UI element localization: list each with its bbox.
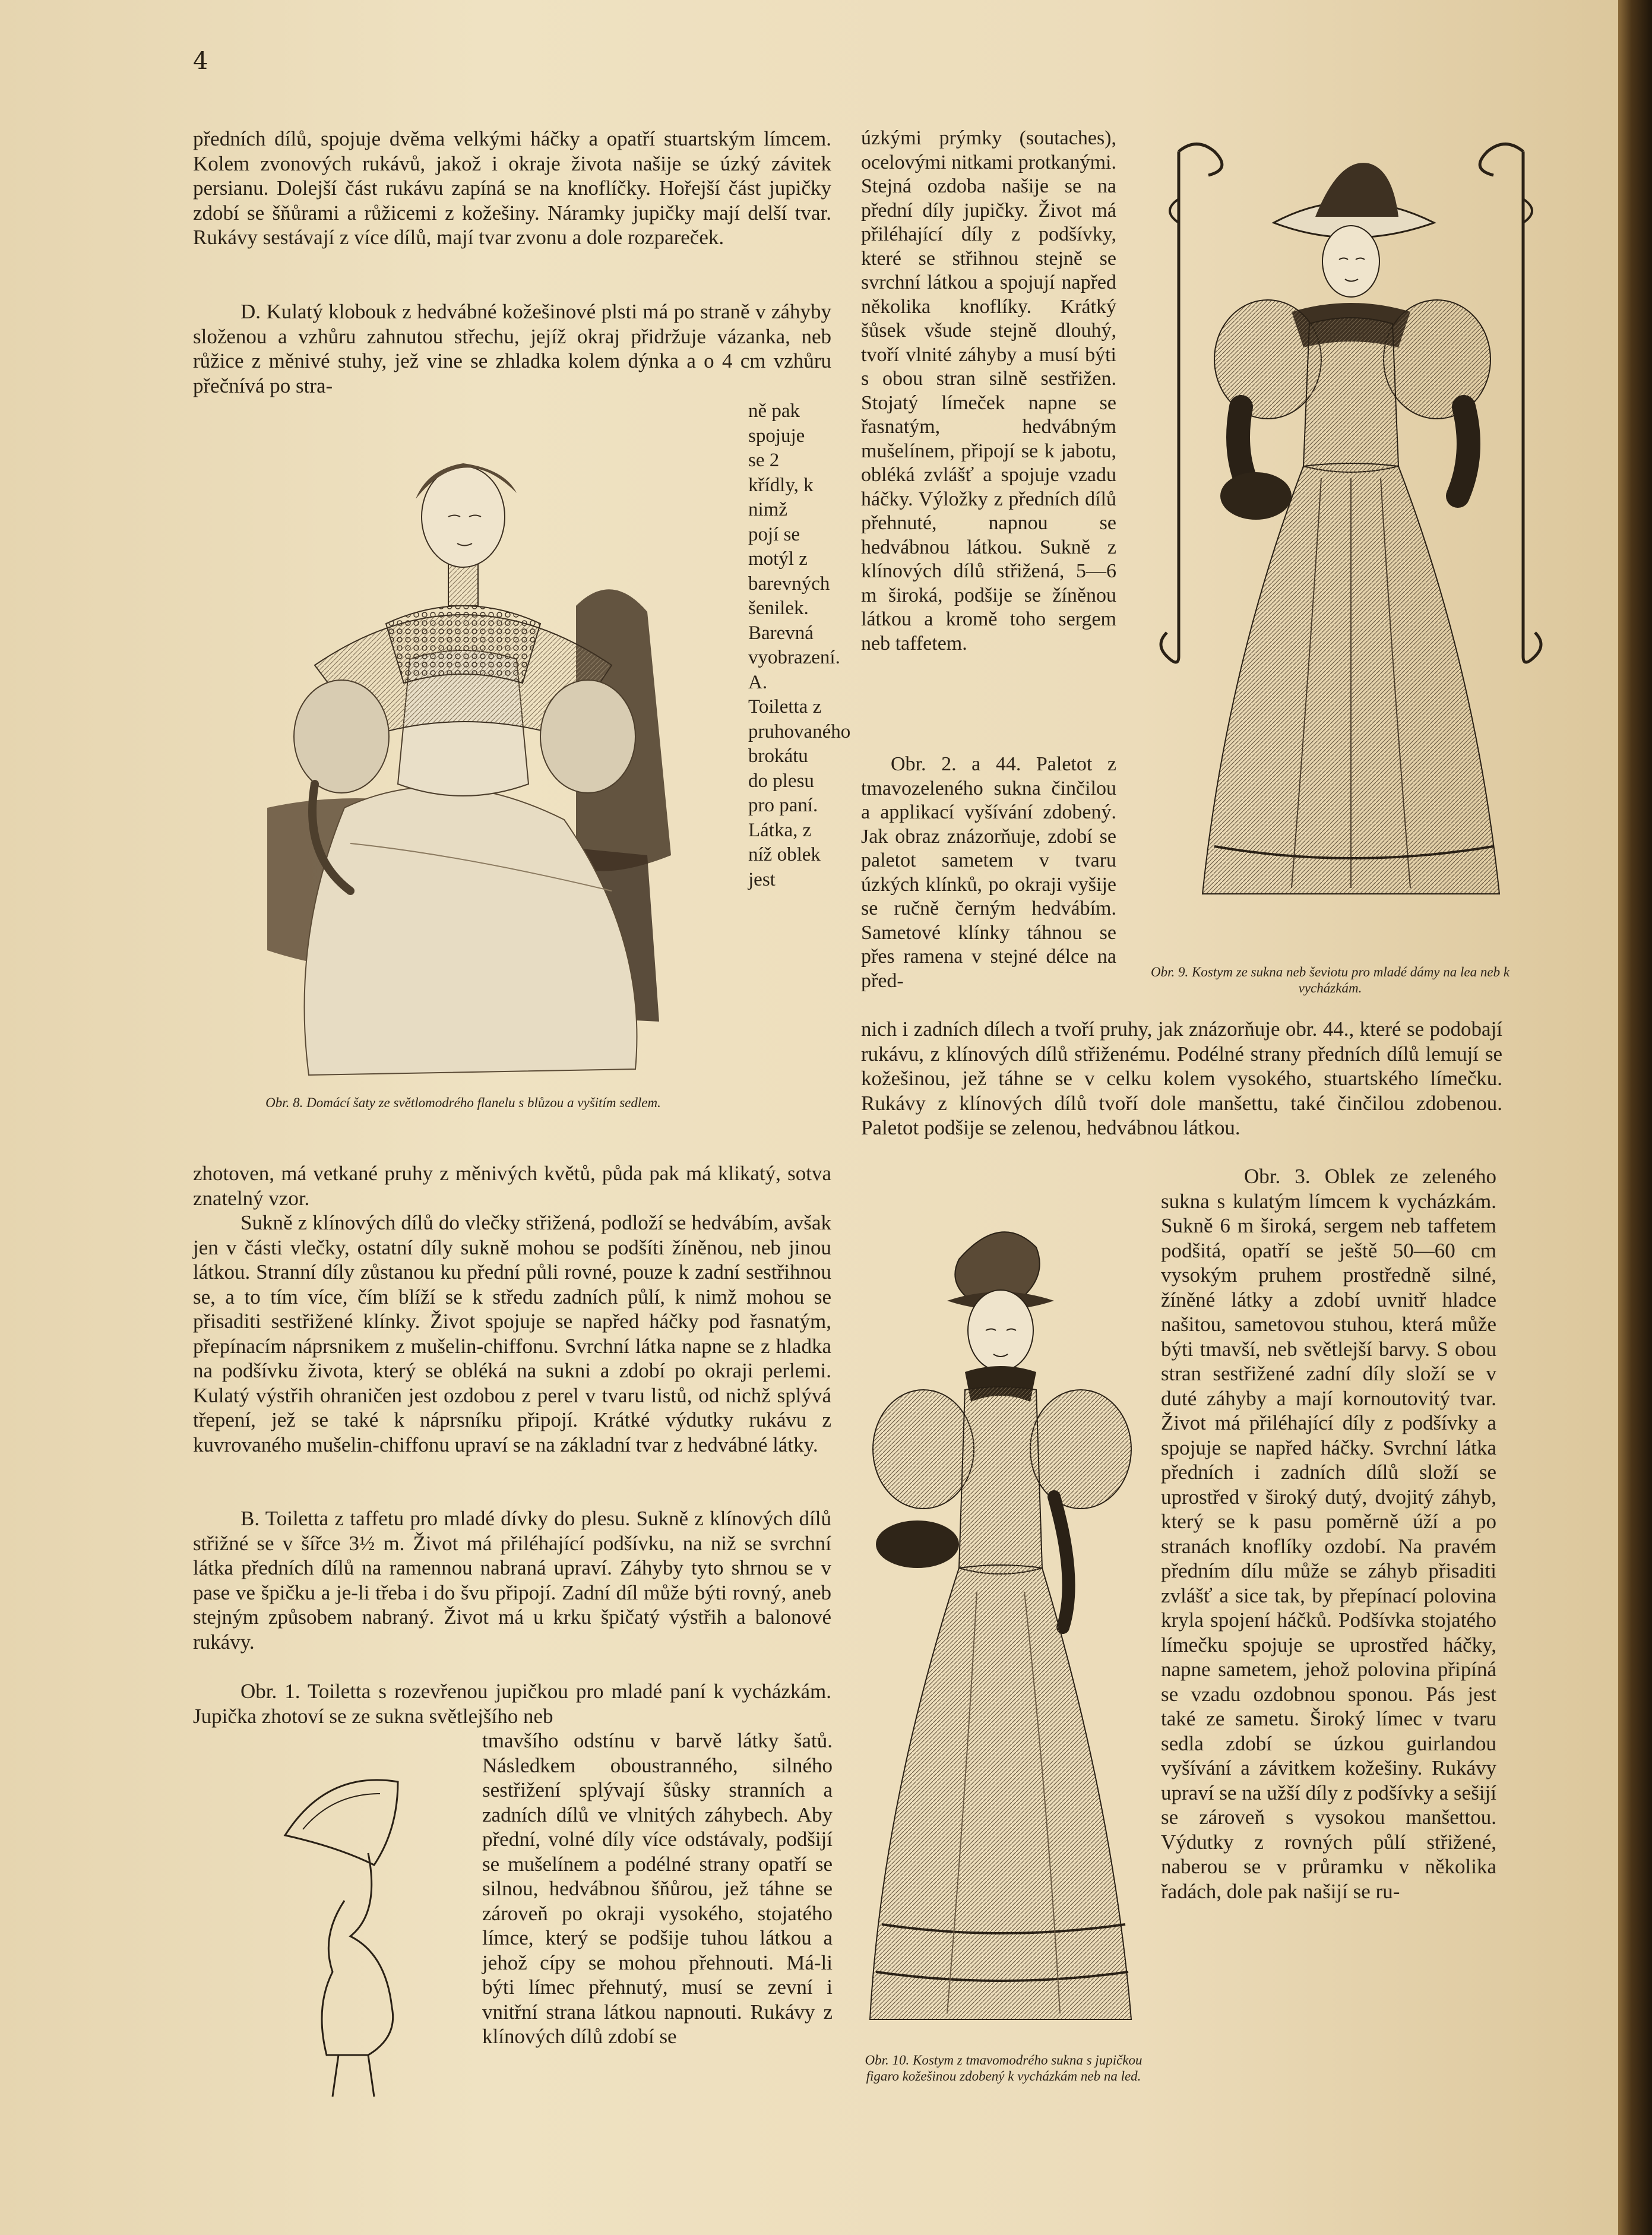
paragraph-toiletta-b: B. Toiletta z taffetu pro mladé dívky do plesu. Sukně z klínových dílů střižné se v šířce 3½ m. Život má přiléhající podšívku, na niž se svrchní látka předních dílů na ramennou nabraná upraví. Záhyby tyto shrnou se v pase ve špičku a je-li třeba i do švu připojí. Zadní díl může býti rovný, aneb stejným způsobem nabraný. Život má u krku špičatý výstřih a balonové rukávy. bbox=[193, 1507, 831, 1654]
paragraph-soutaches: úzkými prýmky (soutaches), ocelovými nitkami protkanými. Stejná ozdoba našije se na přední díly jupičky. Život má přiléhající díly z podšívky, které se střihnou stejně se svrchní látkou a spojují napřed několika knoflíky. Krátký šůsek všude stejně dlouhý, tvoří vlnité záhyby a musí býti s obou stran silně sestřižen. Stojatý límeček napne se řasnatým, hedvábným mušelínem, připojí se k jabotu, obléká zvlášť a spojuje vzadu háčky. Výložky z předních dílů přehnuté, napnou se hedvábnou látkou. Sukně z klínových dílů střižená, 5—6 m široká, podšije se žíněnou látkou a kromě toho sergem neb taffetem. bbox=[861, 127, 1116, 655]
paragraph-vzor: zhotoven, má vetkané pruhy z měnivých květů, půda pak má klikatý, sotva znatelný vzor. bbox=[193, 1162, 831, 1210]
paragraph-narrow-wrap: ně pak spojuje se 2 křídly, k nimž pojí se motýl z barevných šenilek. Barevná vyobrazení. A. Toiletta z pruhovaného brokátu do plesu pro paní. Látka, z níž oblek jest bbox=[748, 400, 851, 890]
seated-woman-drawing bbox=[196, 428, 739, 1087]
paragraph-obr-2: Obr. 2. a 44. Paletot z tmavozeleného sukna činčilou a applikací vyšívání zdobený. Jak obraz znázorňuje, zdobí se paletot sametem v tvaru úzkých klínků, po okraji vyšije se ručně černým hedvábím. Sametové klínky táhnou se přes ramena v stejné délce na před- bbox=[861, 753, 1116, 992]
caption-figure-8: Obr. 8. Domácí šaty ze světlomodrého flanelu s blůzou a vyšitím sedlem. bbox=[265, 1095, 661, 1110]
paragraph-obr-3: Obr. 3. Oblek ze zeleného sukna s kulatým límcem k vycházkám. Sukně 6 m široká, sergem neb taffetem podšitá, opatří se ještě 50—60 cm vysokým pruhem prostředně silné, žíněné látky a zdobí uvnitř hladce našitou, sametovou stuhou, která může býti tmavší, neb světlejší barvy. S obou stran sestřižené zadní díly složí se v duté záhyby a mají kornoutovitý tvar. Život má přiléhající díly z podšívky a spojuje se napřed háčky. Svrchní látka předních i zadních dílů složí se uprostřed v široký dutý, dvojitý záhyb, který se k pasu poměrně úží a po stranách knoflíky ozdobí. Na pravém předním dílu může se záhyb přisaditi zvlášť a sice tak, by přepínací polovina kryla spojení háčků. Podšívka stojatého límečku spojuje se uprostřed háčky, napne sametem, jehož polovina připíná se vzadu ozdobnou sponou. Pás jest také ze sametu. Široký límec v tvaru sedla zdobí se úzkou guirlandou vyšívání a závitkem kožešiny. Rukávy upraví se na užší díly z podšívky a sešijí se zároveň s vysokou manšettou. Výdutky z rovných půlí střižené, naberou se v průramku v několika řadách, dole pak našijí se ru- bbox=[1161, 1165, 1496, 1903]
book-binding-edge bbox=[1618, 0, 1652, 2235]
paragraph-paletot: nich i zadních dílech a tvoří pruhy, jak znázorňuje obr. 44., které se podobají rukávu, z klínových dílů střiženému. Podélné strany předních dílů lemují se kožešinou, jež táhne se v celku kolem vysokého, stuartského límečku. Rukávy z klínových dílů tvoří dole manšettu, také činčilou zdobenou. Paletot podšije se zelenou, hedvábnou látkou. bbox=[861, 1017, 1502, 1139]
figure-9-illustration bbox=[1143, 134, 1565, 959]
page-number: 4 bbox=[193, 48, 208, 75]
umbrella-girl-drawing bbox=[279, 1758, 422, 2103]
paragraph-obr-1: Obr. 1. Toiletta s rozevřenou jupičkou pro mladé paní k vycházkám. Jupička zhotoví se ze sukna světlejšího neb bbox=[193, 1680, 831, 1728]
paragraph-klobouk-d: D. Kulatý klobouk z hedvábné kožešinové plsti má po straně v záhyby složenou a vzhůru zahnutou střechu, jejíž okraj přidržuje vázanka, neb růžice z měnivé stuhy, jež vine se zhladka kolem dýnka a o 4 cm vzhůru přečnívá po stra- bbox=[193, 300, 831, 397]
paragraph-sukne-a: Sukně z klínových dílů do vlečky střižená, podloží se hedvábím, avšak jen v části vlečky, ostatní díly sukně mohou se podšíti žíněnou, neb jinou látkou. Stranní díly zůstanou ku přední půli rovné, pouze k zadní sestřihnou se, a to tím více, čím blíží se k středu zadních půlí, k nimž mohou se přisaditi sestřižené klínky. Život spojuje se napřed háčky pod řasnatým, přepínacím náprsnikem z mušelin-chiffonu. Svrchní látka napne se z hladka na podšívku života, který se obléká na sukni a zdobí po okraji perlemi. Kulatý výstřih ohraničen jest ozdobou z perel v tvaru listů, od nichž splývá třepení, jež se také k náprsníku připojí. Krátké výdutky rukávu z kuvrovaného mušelin-chiffonu upraví se na základní tvar z hedvábné látky. bbox=[193, 1211, 831, 1456]
paragraph-jupicka-continued: předních dílů, spojuje dvěma velkými háčky a opatří stuartským límcem. Kolem zvonových rukávů, jakož i okraje života našije se úzký závitek persianu. Dolejší část rukávu zapíná se na knoflíčky. Hořejší část jupičky zdobí se šňůrami a růžicemi z kožešiny. Náramky jupičky mají delší tvar. Rukávy sestávají z více dílů, mají tvar zvonu a dole rozpareček. bbox=[193, 127, 831, 249]
figure-8-illustration bbox=[196, 428, 739, 1087]
caption-figure-10: Obr. 10. Kostym z tmavomodrého sukna s jupičkou figaro kožešinou zdobený k vycházkám neb na led. bbox=[865, 2053, 1143, 2084]
walking-woman-drawing bbox=[858, 1212, 1149, 2043]
figure-10-illustration bbox=[858, 1212, 1149, 2043]
sketch-umbrella-girl bbox=[279, 1758, 422, 2103]
caption-figure-9: Obr. 9. Kostym ze sukna neb ševiotu pro mladé dámy na lea neb k vycházkám. bbox=[1150, 965, 1510, 995]
paragraph-jupicka-detail: tmavšího odstínu v barvě látky šatů. Následkem oboustranného, silného sestřižení splývají šůsky stranních a zadních dílů ve vlnitých záhybech. Aby přední, volné díly více odstávaly, podšijí se mušelínem a podélné strany opatří se silnou, hedvábnou šňůrou, jež táhne se zároveň po okraji vysokého, stojatého límce, který se podšije tuhou látkou a jehož cípy se mohou přehnouti. Má-li býti límec přehnutý, musí se zevní i vnitřní strana látkou napnouti. Rukávy z klínových dílů zdobí se bbox=[482, 1729, 833, 2048]
standing-woman-ornamental-frame bbox=[1143, 134, 1565, 959]
